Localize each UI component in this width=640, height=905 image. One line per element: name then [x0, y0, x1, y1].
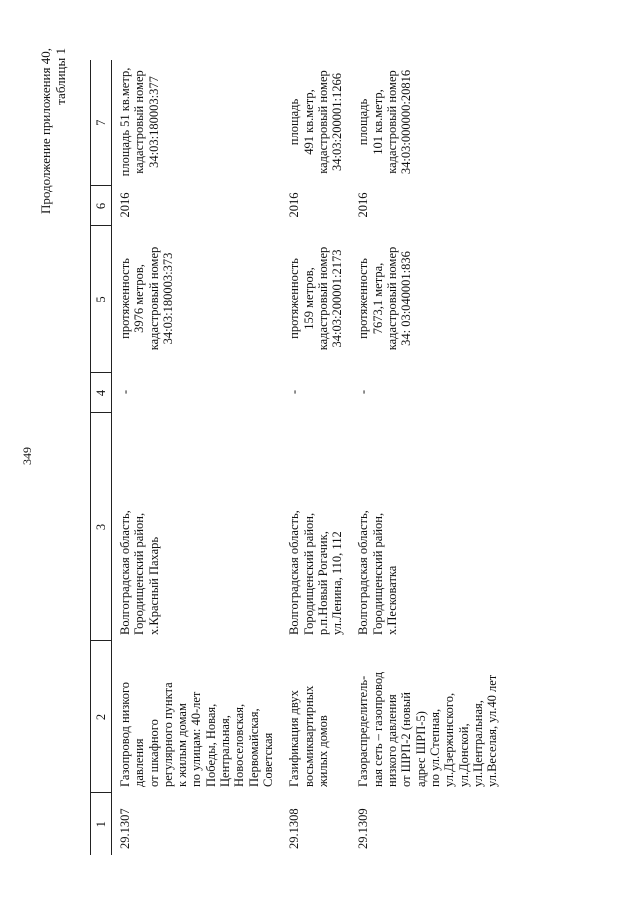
cell-line: по ул.Степная, — [427, 708, 442, 787]
cell-line: ул.Центральная, — [470, 700, 485, 787]
cell-line: 491 кв.метр, — [301, 89, 316, 155]
cell-line: кадастровый номер — [146, 246, 161, 351]
cell-line: 34:03:200001:1266 — [330, 73, 345, 171]
cell-line: кадастровый номер — [385, 246, 400, 351]
header-cell: 2 — [91, 641, 112, 793]
cell-line: 34:03:200001:2173 — [330, 249, 345, 348]
cell-line: ул.Веселая, ул.40 лет — [485, 674, 500, 787]
cell-line: ул.Дзержинского, — [442, 692, 457, 787]
cell-line: Центральная, — [218, 715, 233, 787]
cell-line: р.п.Новый Рогачик, — [315, 531, 330, 635]
table-cell-c4: - — [118, 389, 132, 395]
cell-line: 101 кв.метр, — [370, 89, 385, 155]
table-row — [281, 60, 350, 855]
table-cell-c7 — [350, 60, 505, 186]
table-cell-c7 — [281, 60, 350, 186]
cell-line: восьмиквартирных — [301, 685, 316, 787]
header-cell: 4 — [91, 373, 112, 413]
table-cell-c6: 2016 — [356, 192, 371, 218]
cell-line: Городищенский район, — [301, 512, 316, 635]
table-cell-c1: 29.1309 — [356, 808, 371, 849]
table-row — [350, 60, 505, 855]
table-row — [112, 60, 282, 855]
cell-line: Новоселовская, — [232, 703, 247, 787]
cell-line: кадастровый номер — [385, 70, 400, 174]
cell-line: кадастровый номер — [315, 246, 330, 351]
table-cell-c5 — [112, 226, 282, 373]
table-cell-c3 — [350, 413, 505, 641]
header-cell: 6 — [91, 186, 112, 226]
cell-line: от шкафного — [146, 719, 161, 787]
continuation-line: таблицы 1 — [53, 48, 68, 105]
cell-line: Волгоградская область, — [287, 510, 302, 635]
cell-line: Городищенский район, — [370, 512, 385, 635]
cell-line: площадь — [287, 98, 302, 146]
cell-line: Победы, Новая, — [203, 703, 218, 787]
cell-line: Волгоградская область, — [118, 510, 132, 635]
cell-line: Волгоградская область, — [356, 510, 371, 635]
header-cell: 5 — [91, 226, 112, 373]
cell-line: 159 метров, — [301, 267, 316, 330]
header-cell: 3 — [91, 413, 112, 641]
table-cell-c2 — [350, 641, 505, 793]
cell-line: ная сеть – газопровод — [370, 671, 385, 787]
continuation-note — [38, 48, 68, 214]
cell-line: Газораспределитель- — [356, 675, 371, 787]
continuation-line: Продолжение приложения 40, — [38, 48, 53, 215]
cell-line: кадастровый номер — [315, 70, 330, 174]
cell-line: площадь 51 кв.метр, — [118, 67, 132, 177]
table-cell-c4: - — [356, 389, 371, 395]
cell-line: 3976 метров, — [132, 264, 147, 333]
cell-line: давления — [132, 738, 147, 787]
cell-line: низкого давления — [385, 694, 400, 787]
table-cell-c2 — [112, 641, 282, 793]
cell-line: Газопровод низкого — [118, 681, 132, 787]
cell-line: жилых домов — [315, 715, 330, 787]
table-cell-c2 — [281, 641, 350, 793]
table-cell-c5 — [350, 226, 505, 373]
cell-line: площадь — [356, 98, 371, 146]
cell-line: 7673,1 метра, — [370, 262, 385, 335]
cell-line: Советская — [260, 732, 275, 787]
table-cell-c1: 29.1308 — [287, 808, 302, 849]
cell-line: кадастровый номер — [132, 70, 147, 174]
page-number: 349 — [20, 447, 34, 465]
cell-line: Газификация двух — [287, 690, 302, 787]
header-cell: 7 — [91, 60, 112, 186]
cell-line: 34:03:000000:20816 — [399, 69, 414, 175]
cell-line: 34: 03:040001:836 — [399, 251, 414, 346]
table-cell-c3 — [281, 413, 350, 641]
header-cell: 1 — [91, 793, 112, 855]
table-cell-c7 — [112, 60, 282, 186]
cell-line: Первомайская, — [246, 708, 261, 787]
cell-line: 34:03:180003:377 — [146, 76, 161, 168]
table-cell-c4: - — [287, 389, 302, 395]
cell-line: 34:03:180003:373 — [160, 252, 175, 345]
cell-line: протяженность — [356, 258, 371, 339]
table-cell-c3 — [112, 413, 282, 641]
cell-line: по улицам: 40-лет — [189, 691, 204, 787]
table-cell-c6: 2016 — [287, 192, 302, 218]
table-cell-c5 — [281, 226, 350, 373]
cell-line: регулярного пункта — [160, 682, 175, 787]
cell-line: ул.Ленина, 110, 112 — [330, 531, 345, 635]
appendix-table — [90, 60, 505, 855]
cell-line: адрес ШРП-5) — [413, 711, 428, 787]
cell-line: ул.Донской, — [456, 723, 471, 787]
table-cell-c1: 29.1307 — [118, 808, 132, 849]
cell-line: х.Песковатка — [385, 565, 400, 635]
cell-line: протяженность — [287, 258, 302, 339]
header-row — [91, 60, 112, 855]
cell-line: Городищенский район, — [132, 512, 147, 635]
cell-line: от ШРП-2 (новый — [399, 692, 414, 787]
table-cell-c6: 2016 — [118, 192, 132, 218]
cell-line: х.Красный Пахарь — [146, 536, 161, 635]
cell-line: к жилым домам — [175, 703, 190, 787]
cell-line: протяженность — [118, 258, 132, 339]
